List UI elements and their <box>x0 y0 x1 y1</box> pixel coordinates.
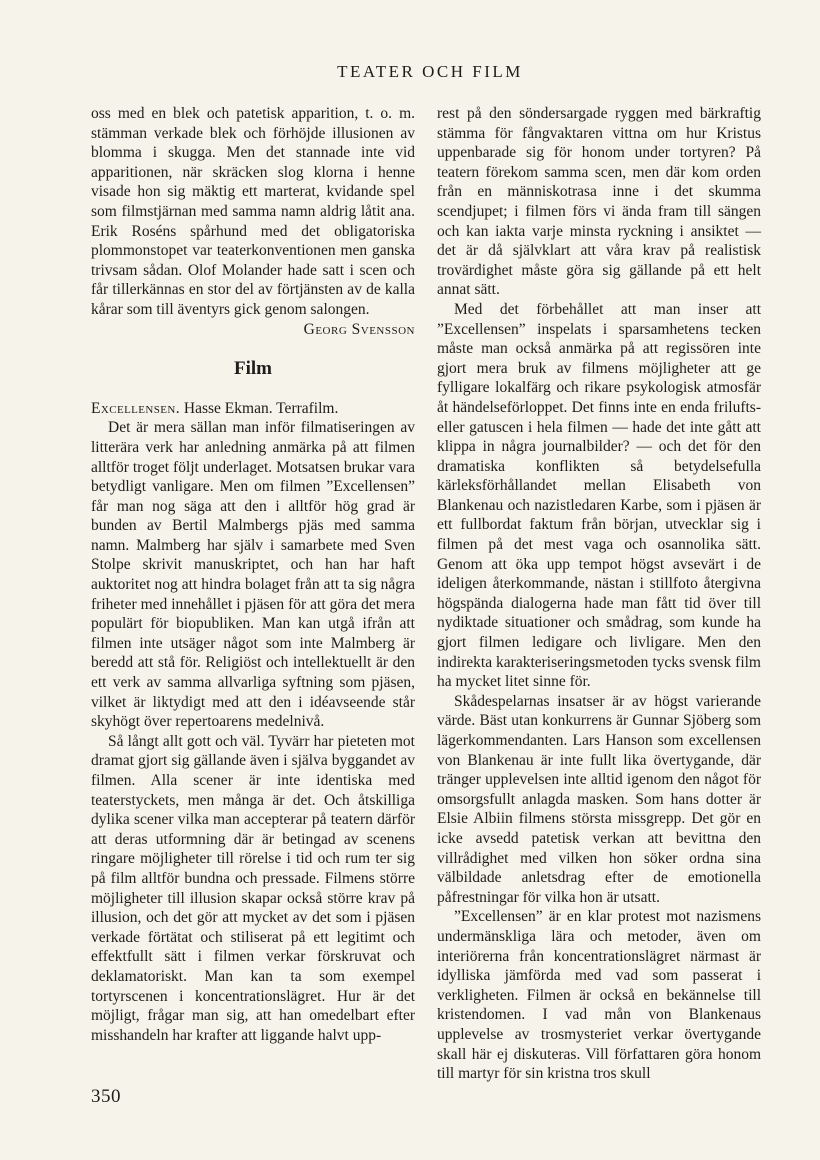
right-paragraph-3: Skådespelarnas insatser är av högst varierande värde. Bäst utan konkurrens är Gunnar Sjöberg som lägerkommendanten. Lars Hanson som excellensen von Blankenau är inte fullt lika övertygande, där tränger upplevelsen inte alltid igenom den något för omsorgsfullt anlagda masken. Som hans dotter är Elsie Albiin filmens största missgrepp. Det gör en icke avsedd patetisk verkan att bevittna den villrådighet med vilken hon söker ordna sina välbildade anletsdrag efter de emotionella påfrestningar för vilka hon är utsatt. <box>437 692 761 906</box>
right-paragraph-4: ”Excellensen” är en klar protest mot nazismens undermänskliga lära och metoder, även om interiörerna från koncentrationslägret närmast är idylliska jämförda med vad som passerat i verkligheten. Filmen är också en bekännelse till kristendomen. I vad mån von Blankenaus upplevelse av trosmysteriet verkar övertygande skall här ej diskuteras. Vill författaren göra honom till martyr för sin kristna tros skull <box>437 908 761 1083</box>
right-paragraph-1: rest på den söndersargade ryggen med bärkraftig stämma för fångvaktaren vittna om hur Kristus uppenbarade sig för honom under tortyren? På teatern förekom samma scen, men där kom orden från en människotrasa inne i det skumma scendjupet; i filmen förs vi ända fram till sängen och kan iakta varje minsta ryckning i ansiktet — det är då självklart att våra krav på realistisk trovärdighet måste göra sig gällande på ett helt annat sätt. <box>437 105 761 299</box>
left-paragraph-2: Så långt allt gott och väl. Tyvärr har pieteten mot dramat gjort sig gällande även i själva byggandet av filmen. Alla scener är inte identiska med teaterstyckets, men många är det. Och åtskilliga dylika scener vilka man accepterar på teatern därför att deras utformning där är betingad av scenens ringare möjligheter till rörelse i tid och rum ter sig på film alltför bundna och pressade. Filmens större möjligheter till illusion skapar också större krav på illusion, och det gör att mycket av det som i pjäsen verkade förtätat och stiliserat på ett legitimt och effektfullt sätt i filmen verkar förskruvat och deklamatoriskt. Man kan ta som exempel tortyrscenen i koncentrationslägret. Hur är det möjligt, frågar man sig, att han omedelbart efter misshandeln har krafter att liggande halvt upp- <box>91 732 415 1044</box>
film-title: Excellensen. <box>91 399 181 417</box>
running-title: TEATER OCH FILM <box>337 62 523 81</box>
author-signature: Georg Svensson <box>303 320 415 338</box>
right-paragraph-2: Med det förbehållet att man inser att ”Excellensen” inspelats i sparsamhetens tecken måste man också anmärka på att regissören inte gjort mera bruk av filmens möjligheter att ge fylligare lokalfärg och rikare psykologisk atmosfär åt händelseförloppet. Det finns inte en enda frilufts- eller gatuscen i hela filmen — hade det inte gått att klippa in några journalbilder? — och det för den dramatiska konflikten så betydelsefulla kärleksförhållandet mellan Elisabeth von Blankenau och nazistledaren Karbe, som i pjäsen är ett fullbordat faktum från början, utvecklar sig i filmen på det mest vaga och osannolika sätt. Genom att öka upp tempot högst avsevärt i de ideligen återkommande, nästan i stillfoto återgivna högspända dialogerna hade man fått tid över till nydiktade situationer och smådrag, som kunde ha gjort filmen ledigare och livligare. Men den indirekta karakteriseringsmetoden tycks svensk film ha mycket litet sinne för. <box>437 300 761 691</box>
film-credit <box>91 399 415 419</box>
intro-paragraph <box>91 104 415 338</box>
intro-text: oss med en blek och patetisk apparition, t. o. m. stämman verkade blek och förhöjde illusionen av blomma i skugga. Men det stannade inte vid apparitionen, när skräcken slog klorna i henne visade hon sig mäktig ett marterat, kvidande spel som filmstjärnan med samma namn aldrig låtit ana. Erik Roséns spårhund med det obligatoriska plommonstopet var teaterkonventionen men ganska trivsam sådan. Olof Molander hade satt i scen och får tillerkännas en stor del av förtjänsten av de kalla kårar som till äventyrs gick genom salongen. <box>91 105 415 318</box>
left-paragraph-1: Det är mera sällan man inför filmatiseringen av litterära verk har anledning anmärka på att filmen alltför troget följt underlaget. Motsatsen brukar vara betydligt vanligare. Men om filmen ”Excellensen” får man nog säga att den i alltför hög grad är bunden av Bertil Malmbergs pjäs med samma namn. Malmberg har själv i samarbete med Sven Stolpe skrivit manuskriptet, och han har haft auktoritet nog att hindra bolaget från att ta sig några friheter med innehållet i pjäsen för att göra det mera populärt för biopubliken. Man kan utgå ifrån att filmen inte utsäger något som inte Malmberg är beredd att stå för. Religiöst och intellektuellt är den ett verk av samma allvarliga syftning som pjäsen, vilket är liktydigt med att den i idéavseende står skyhögt över repertoarens medelnivå. <box>91 419 415 731</box>
left-column <box>91 104 415 1045</box>
section-title: Film <box>234 358 272 380</box>
film-credit-details: Hasse Ekman. Terrafilm. <box>183 399 339 417</box>
page-number: 350 <box>91 1086 121 1107</box>
right-column <box>437 104 761 1084</box>
